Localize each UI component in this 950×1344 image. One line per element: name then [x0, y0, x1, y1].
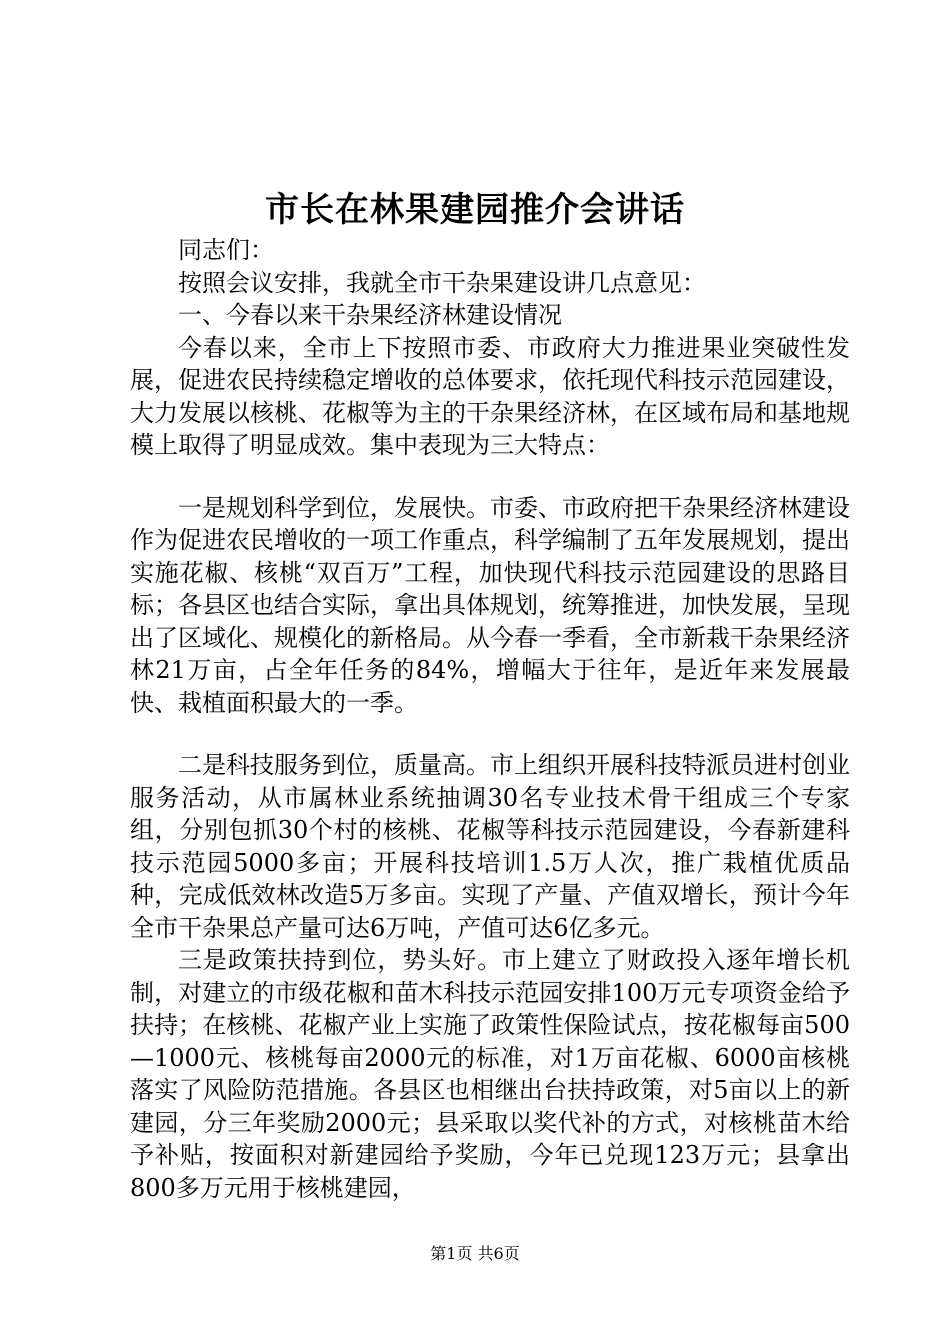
- document-body: [130, 234, 850, 1204]
- page-number-footer: 第1页 共6页: [430, 1244, 520, 1263]
- point-two-paragraph: 二是科技服务到位，质量高。市上组织开展科技特派员进村创业服务活动，从市属林业系统抽调30名专业技术骨干组成三个专家组，分别包抓30个村的核桃、花椒等科技示范园建设，今春新建科技示范园5000多亩；开展科技培训1.5万人次，推广栽植优质品种，完成低效林改造5万多亩。实现了产量、产值双增长，预计今年全市干杂果总产量可达6万吨，产值可达6亿多元。: [130, 751, 850, 942]
- point-three-paragraph: 三是政策扶持到位，势头好。市上建立了财政投入逐年增长机制，对建立的市级花椒和苗木科技示范园安排100万元专项资金给予扶持；在核桃、花椒产业上实施了政策性保险试点，按花椒每亩500—1000元、核桃每亩2000元的标准，对1万亩花椒、6000亩核桃落实了风险防范措施。各县区也相继出台扶持政策，对5亩以上的新建园，分三年奖励2000元；县采取以奖代补的方式，对核桃苗木给予补贴，按面积对新建园给予奖励，今年已兑现123万元；县拿出800多万元用于核桃建园，: [130, 946, 850, 1202]
- section-heading: 一、今春以来干杂果经济林建设情况: [178, 301, 562, 329]
- overview-paragraph: 今春以来，全市上下按照市委、市政府大力推进果业突破性发展，促进农民持续稳定增收的总体要求，依托现代科技示范园建设，大力发展以核桃、花椒等为主的干杂果经济林，在区域布局和基地规模上取得了明显成效。集中表现为三大特点：: [130, 333, 850, 459]
- document-title: 市长在林果建园推介会讲话: [265, 190, 685, 230]
- point-one-paragraph: 一是规划科学到位，发展快。市委、市政府把干杂果经济林建设作为促进农民增收的一项工作重点，科学编制了五年发展规划，提出实施花椒、核桃“双百万”工程，加快现代科技示范园建设的思路目标；各县区也结合实际，拿出具体规划，统筹推进，加快发展，呈现出了区域化、规模化的新格局。从今春一季看，全市新栽干杂果经济林21万亩，占全年任务的84%，增幅大于往年，是近年来发展最快、栽植面积最大的一季。: [130, 493, 850, 717]
- intro-paragraph: 按照会议安排，我就全市干杂果建设讲几点意见：: [178, 268, 706, 297]
- salutation-paragraph: 同志们：: [178, 236, 274, 264]
